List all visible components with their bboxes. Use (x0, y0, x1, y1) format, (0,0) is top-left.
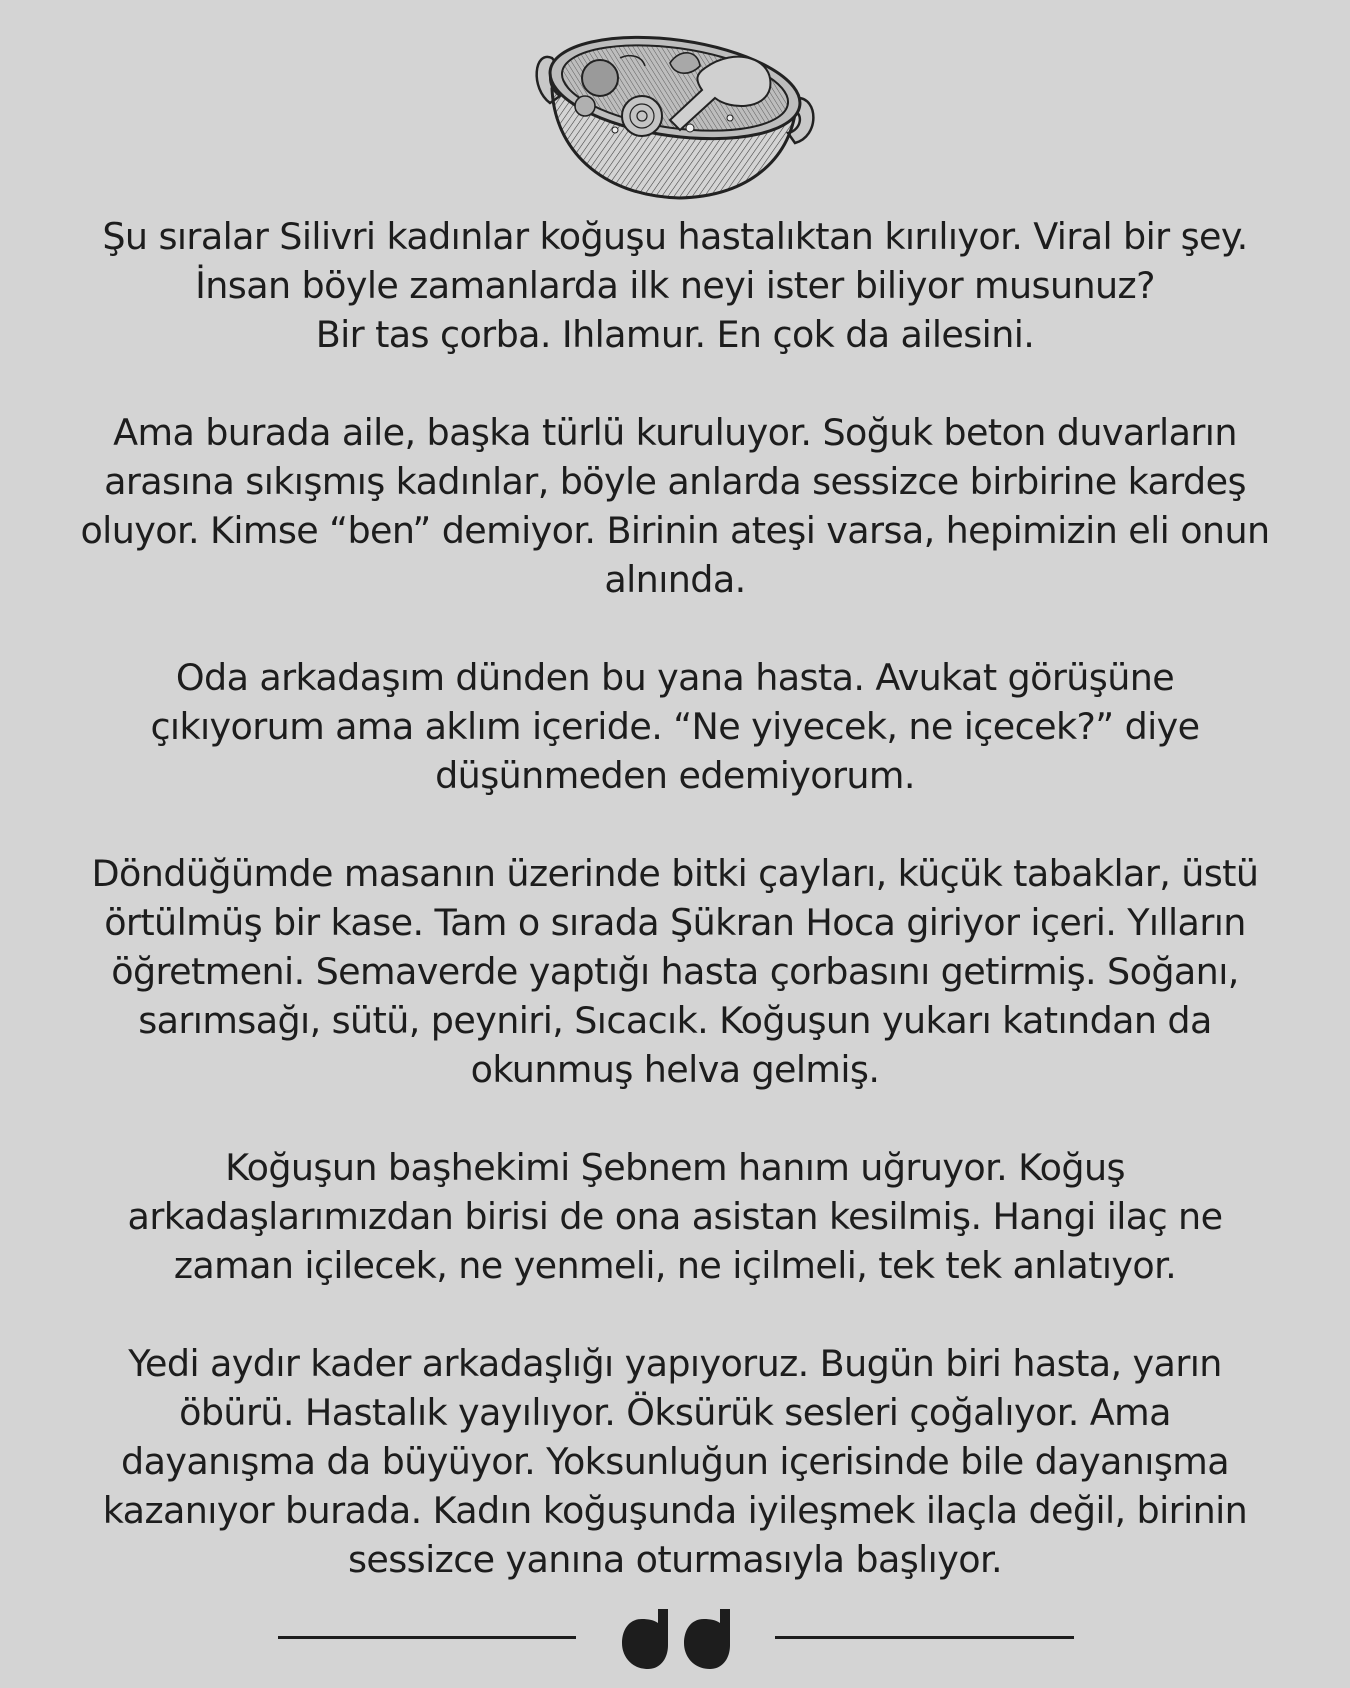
text-line: dayanışma da büyüyor. Yoksunluğun içerisinde bile dayanışma (121, 1440, 1229, 1483)
divider-line-left (278, 1636, 576, 1639)
closing-quote-icon (620, 1607, 732, 1671)
text-line: örtülmüş bir kase. Tam o sırada Şükran Hoca giriyor içeri. Yılların (104, 901, 1246, 944)
paragraph (40, 1339, 1310, 1584)
text-line: düşünmeden edemiyorum. (435, 754, 915, 797)
text-line: kazanıyor burada. Kadın koğuşunda iyileşmek ilaçla değil, birinin (102, 1489, 1248, 1532)
text-line: sessizce yanına oturmasıyla başlıyor. (347, 1538, 1003, 1581)
text-line: İnsan böyle zamanlarda ilk neyi ister biliyor musunuz? (195, 264, 1155, 307)
text-line: öbürü. Hastalık yayılıyor. Öksürük sesleri çoğalıyor. Ama (179, 1391, 1171, 1434)
text-line: çıkıyorum ama aklım içeride. “Ne yiyecek, ne içecek?” diye (150, 705, 1200, 748)
text-line: Döndüğümde masanın üzerinde bitki çayları, küçük tabaklar, üstü (91, 852, 1259, 895)
article-text (40, 212, 1310, 1633)
text-line: Şu sıralar Silivri kadınlar koğuşu hastalıktan kırılıyor. Viral bir şey. (102, 215, 1248, 258)
paragraph (40, 849, 1310, 1094)
text-line: Ama burada aile, başka türlü kuruluyor. Soğuk beton duvarların (113, 411, 1237, 454)
text-line: öğretmeni. Semaverde yaptığı hasta çorbasını getirmiş. Soğanı, (111, 950, 1239, 993)
text-line: Yedi aydır kader arkadaşlığı yapıyoruz. Bugün biri hasta, yarın (128, 1342, 1222, 1385)
paragraph (40, 1143, 1310, 1290)
text-line: alnında. (604, 558, 746, 601)
paragraph (40, 408, 1310, 604)
paragraph (40, 212, 1310, 359)
text-line: arkadaşlarımızdan birisi de ona asistan kesilmiş. Hangi ilaç ne (127, 1195, 1223, 1238)
text-line: zaman içilecek, ne yenmeli, ne içilmeli, tek tek anlatıyor. (173, 1244, 1177, 1287)
divider-line-right (775, 1636, 1074, 1639)
text-line: arasına sıkışmış kadınlar, böyle anlarda sessizce birbirine kardeş (104, 460, 1246, 503)
text-line: Koğuşun başhekimi Şebnem hanım uğruyor. Koğuş (225, 1146, 1125, 1189)
text-line: Bir tas çorba. Ihlamur. En çok da ailesini. (315, 313, 1035, 356)
soup-pot-illustration (530, 18, 820, 203)
text-line: okunmuş helva gelmiş. (470, 1048, 880, 1091)
text-line: oluyor. Kimse “ben” demiyor. Birinin ateşi varsa, hepimizin eli onun (80, 509, 1270, 552)
text-line: sarımsağı, sütü, peyniri, Sıcacık. Koğuşun yukarı katından da (138, 999, 1212, 1042)
footer-divider (0, 1605, 1350, 1675)
text-line: Oda arkadaşım dünden bu yana hasta. Avukat görüşüne (175, 656, 1175, 699)
paragraph (40, 653, 1310, 800)
